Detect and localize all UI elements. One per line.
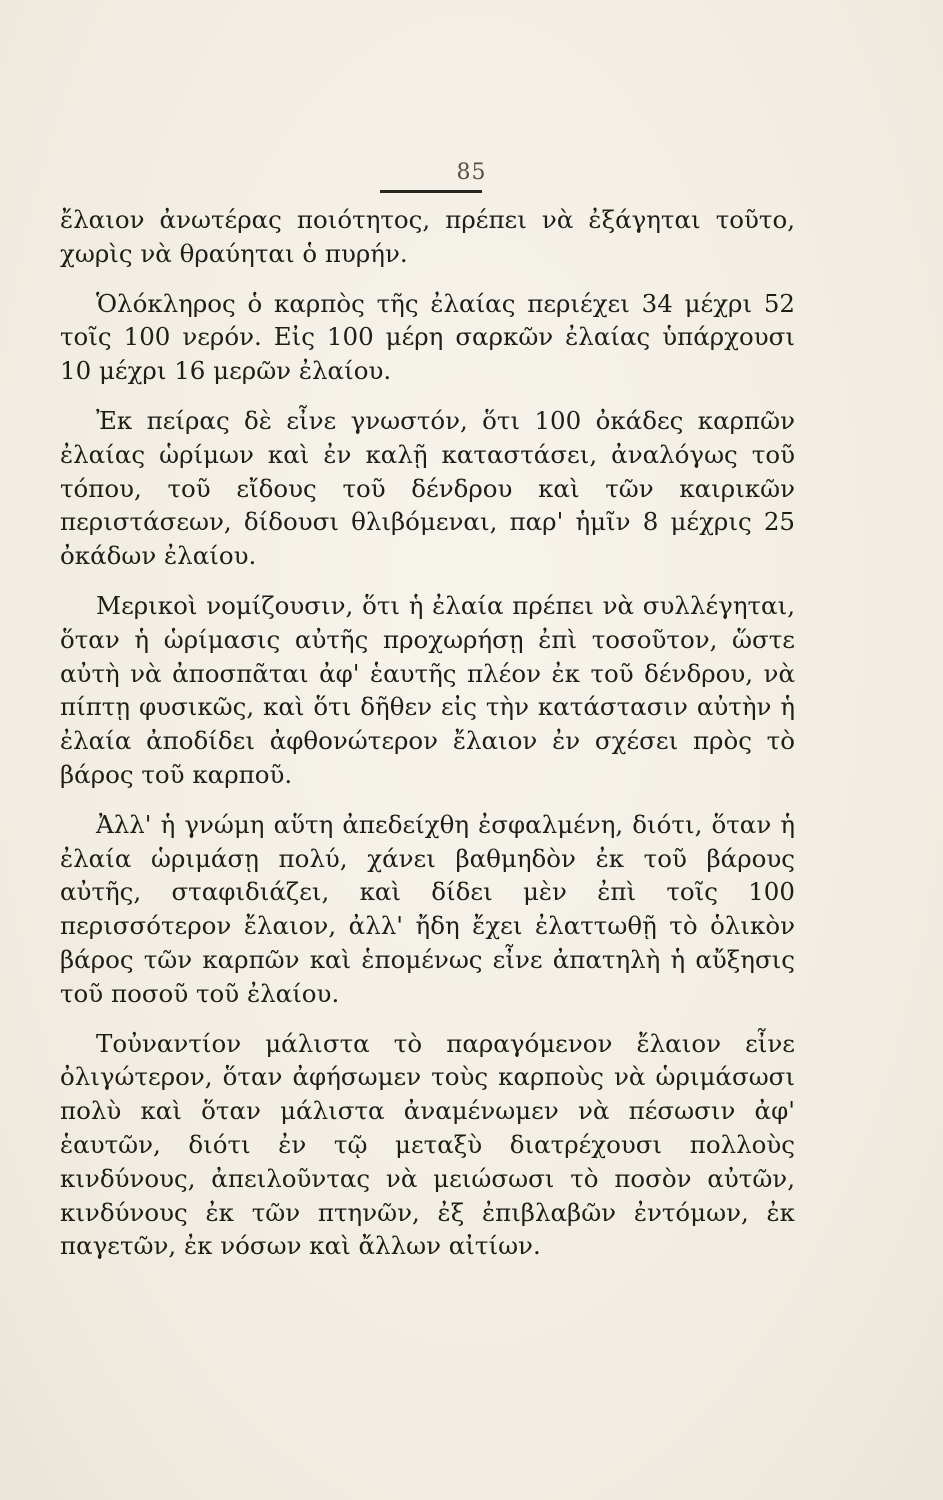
body-text (60, 203, 795, 1279)
paragraph-3: Ἐκ πείρας δὲ εἶνε γνωστόν, ὅτι 100 ὀκάδες καρπῶν ἐλαίας ὡρίμων καὶ ἐν καλῇ καταστάσει, ἀναλόγως τοῦ τόπου, τοῦ εἴδους τοῦ δένδρου καὶ τῶν καιρικῶν περιστάσεων, δίδουσι θλιβόμεναι, παρ' ἡμῖν 8 μέχρις 25 ὀκάδων ἐλαίου. (60, 405, 795, 571)
paragraph-6: Τοὐναντίον μάλιστα τὸ παραγόμενον ἔλαιον εἶνε ὀλιγώτερον, ὅταν ἀφήσωμεν τοὺς καρποὺς νὰ ὡριμάσωσι πολὺ καὶ ὅταν μάλιστα ἀναμένωμεν νὰ πέσωσιν ἀφ' ἑαυτῶν, διότι ἐν τῷ μεταξὺ διατρέχουσι πολλοὺς κινδύνους, ἀπειλοῦντας νὰ μειώσωσι τὸ ποσὸν αὐτῶν, κινδύνους ἐκ τῶν πτηνῶν, ἐξ ἐπιβλαβῶν ἐντόμων, ἐκ παγετῶν, ἐκ νόσων καὶ ἄλλων αἰτίων. (60, 1028, 795, 1261)
page-number: 85 (456, 160, 487, 185)
paragraph-2: Ὁλόκληρος ὁ καρπὸς τῆς ἐλαίας περιέχει 34 μέχρι 52 τοῖς 100 νερόν. Εἰς 100 μέρη σαρκῶν ἐλαίας ὑπάρχουσι 10 μέχρι 16 μερῶν ἐλαίου. (60, 288, 795, 386)
paragraph-4: Μερικοὶ νομίζουσιν, ὅτι ἡ ἐλαία πρέπει νὰ συλλέγηται, ὅταν ἡ ὡρίμασις αὐτῆς προχωρήσῃ ἐπὶ τοσοῦτον, ὥστε αὐτὴ νὰ ἀποσπᾶται ἀφ' ἑαυτῆς πλέον ἐκ τοῦ δένδρου, νὰ πίπτῃ φυσικῶς, καὶ ὅτι δῆθεν εἰς τὴν κατάστασιν αὐτὴν ἡ ἐλαία ἀποδίδει ἀφθονώτερον ἔλαιον ἐν σχέσει πρὸς τὸ βάρος τοῦ καρποῦ. (60, 590, 795, 789)
paragraph-1: ἔλαιον ἀνωτέρας ποιότητος, πρέπει νὰ ἐξάγηται τοῦτο, χωρὶς νὰ θραύηται ὁ πυρήν. (60, 205, 795, 268)
paragraph-5: Ἀλλ' ἡ γνώμη αὕτη ἀπεδείχθη ἐσφαλμένη, διότι, ὅταν ἡ ἐλαία ὡριμάσῃ πολύ, χάνει βαθμηδὸν ἐκ τοῦ βάρους αὐτῆς, σταφιδιάζει, καὶ δίδει μὲν ἐπὶ τοῖς 100 περισσότερον ἔλαιον, ἀλλ' ἤδη ἔχει ἐλαττωθῇ τὸ ὁλικὸν βάρος τῶν καρπῶν καὶ ἑπομένως εἶνε ἀπατηλὴ ἡ αὔξησις τοῦ ποσοῦ τοῦ ἐλαίου. (60, 809, 795, 1008)
header-rule (380, 190, 482, 193)
